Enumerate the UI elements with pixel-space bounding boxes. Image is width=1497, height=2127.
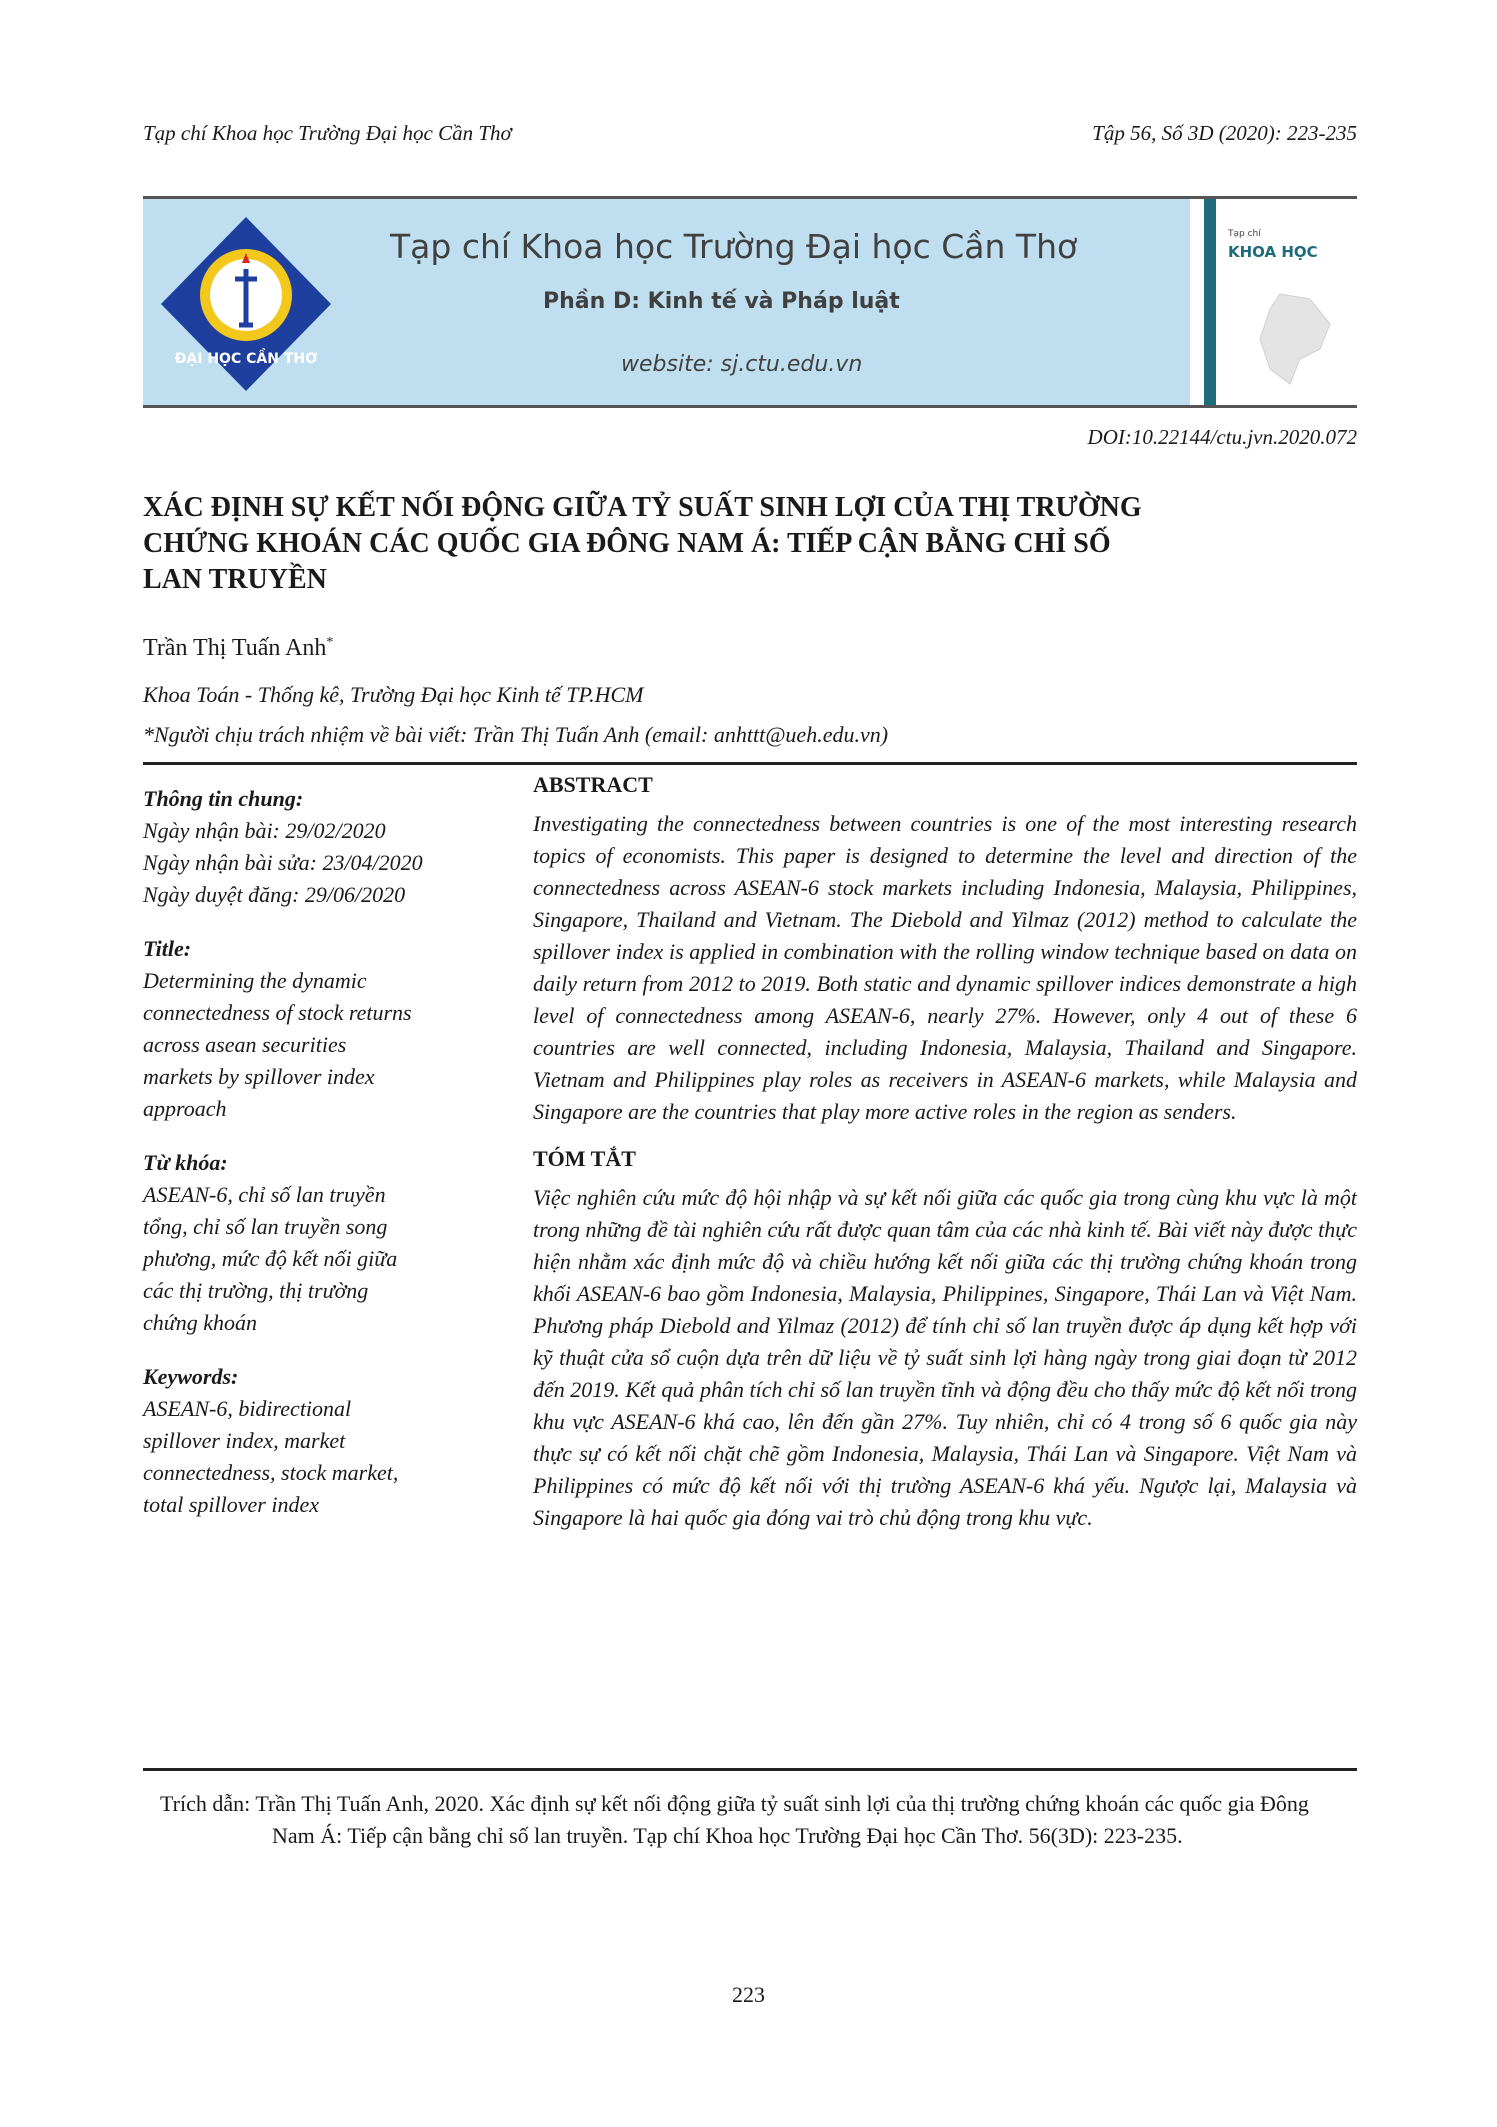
english-title-line: approach — [143, 1096, 227, 1121]
map-icon — [1250, 289, 1340, 389]
cover-spine — [1204, 199, 1216, 405]
tukhoa-line: phương, mức độ kết nối giữa — [143, 1246, 398, 1271]
title-line: LAN TRUYỀN — [143, 564, 327, 595]
keywords-line: connectedness, stock market, — [143, 1460, 399, 1485]
english-title-line: across asean securities — [143, 1032, 347, 1057]
page-number: 223 — [732, 1982, 765, 2007]
keywords-line: ASEAN-6, bidirectional — [143, 1396, 352, 1421]
english-title-line: Determining the dynamic — [143, 968, 367, 993]
tukhoa-label: Từ khóa: — [143, 1150, 228, 1175]
logo-text: ĐẠI HỌC CẦN THƠ — [174, 351, 318, 367]
article-info-sidebar — [143, 783, 503, 1543]
corresponding-author: *Người chịu trách nhiệm về bài viết: Trần Thị Tuấn Anh (email: anhttt@ueh.edu.vn) — [143, 722, 889, 747]
revised-date: Ngày nhận bài sửa: 23/04/2020 — [143, 850, 423, 875]
abstract-column — [533, 772, 1357, 1534]
citation — [160, 1788, 1357, 1852]
citation-text: Trần Thị Tuấn Anh, 2020. Xác định sự kết nối động giữa tỷ suất sinh lợi của thị trường chứng khoán các quốc gia Đông Nam Á: Tiếp cận bằng chỉ số lan truyền. Tạp chí Khoa học Trường Đại học Cần Thơ. 56(3D): 223-235. — [255, 1791, 1309, 1848]
abstract-heading: ABSTRACT — [533, 772, 653, 797]
citation-label: Trích dẫn: — [160, 1791, 251, 1816]
affiliation: Khoa Toán - Thống kê, Trường Đại học Kinh tế TP.HCM — [143, 682, 644, 707]
cover-small-label: Tạp chí — [1228, 229, 1261, 239]
tukhoa-line: chứng khoán — [143, 1310, 258, 1335]
keywords-line: total spillover index — [143, 1492, 319, 1517]
abstract-text: Investigating the connectedness between countries is one of the most interesting research topics of economists. This paper is designed to determine the level and direction of the connectedness across ASEAN-6 stock markets including Indonesia, Malaysia, Philippines, Singapore, Thailand and Vietnam. The Diebold and Yilmaz (2012) method to calculate the spillover index is applied in combination with the rolling window technique based on data on daily return from 2012 to 2019. Both static and dynamic spillover indices demonstrate a high level of connectedness among ASEAN-6, nearly 27%. However, only 4 out of these 6 countries are well connected, including Indonesia, Malaysia, Thailand and Singapore. Vietnam and Philippines play roles as receivers in ASEAN-6 markets, while Malaysia and Singapore are the countries that play more active roles in the region as senders. — [533, 811, 1357, 1124]
title-line: XÁC ĐỊNH SỰ KẾT NỐI ĐỘNG GIỮA TỶ SUẤT SINH LỢI CỦA THỊ TRƯỜNG — [143, 492, 1142, 523]
keywords-label: Keywords: — [143, 1364, 239, 1389]
general-info-label: Thông tin chung: — [143, 786, 304, 811]
banner-section: Phần D: Kinh tế và Pháp luật — [543, 289, 900, 314]
tomtat-text: Việc nghiên cứu mức độ hội nhập và sự kết nối giữa các quốc gia trong cùng khu vực là một trong những đề tài nghiên cứu rất được quan tâm của các nhà kinh tế. Bài viết này được thực hiện nhằm xác định mức độ và chiều hướng kết nối giữa các thị trường chứng khoán trong khối ASEAN-6 bao gồm Indonesia, Malaysia, Philippines, Singapore, Thái Lan và Việt Nam. Phương pháp Diebold and Yilmaz (2012) để tính chỉ số lan truyền được áp dụng kết hợp với kỹ thuật cửa sổ cuộn dựa trên dữ liệu về tỷ suất sinh lợi hàng ngày trong giai đoạn từ 2012 đến 2019. Kết quả phân tích chỉ số lan truyền tĩnh và động đều cho thấy mức độ kết nối trong khu vực ASEAN-6 khá cao, lên đến gần 27%. Tuy nhiên, chỉ có 4 trong số 6 quốc gia này thực sự có kết nối chặt chẽ gồm Indonesia, Malaysia, Thái Lan và Singapore. Việt Nam và Philippines có mức độ kết nối với thị trường ASEAN-6 khá yếu. Ngược lại, Malaysia và Singapore là hai quốc gia đóng vai trò chủ động trong khu vực. — [533, 1185, 1357, 1530]
author-mark: * — [326, 635, 334, 650]
bottom-rule — [143, 1768, 1357, 1771]
english-title-line: connectedness of stock returns — [143, 1000, 412, 1025]
cover-journal-name: KHOA HỌC — [1228, 243, 1318, 261]
banner-title: Tạp chí Khoa học Trường Đại học Cần Thơ — [390, 227, 1078, 266]
received-date: Ngày nhận bài: 29/02/2020 — [143, 818, 386, 843]
paper-title — [143, 490, 1357, 598]
tomtat-heading: TÓM TẮT — [533, 1146, 636, 1171]
banner-website: website: sj.ctu.edu.vn — [621, 352, 863, 377]
journal-banner — [143, 196, 1357, 408]
tukhoa-line: ASEAN-6, chỉ số lan truyền — [143, 1182, 386, 1207]
top-rule — [143, 762, 1357, 765]
tukhoa-line: tổng, chỉ số lan truyền song — [143, 1214, 388, 1239]
volume-info: Tập 56, Số 3D (2020): 223-235 — [1092, 121, 1357, 145]
keywords-line: spillover index, market — [143, 1428, 346, 1453]
author — [143, 635, 333, 662]
journal-name: Tạp chí Khoa học Trường Đại học Cần Thơ — [143, 121, 512, 145]
university-logo — [155, 213, 337, 395]
doi: DOI:10.22144/ctu.jvn.2020.072 — [1087, 425, 1357, 449]
english-title-label: Title: — [143, 936, 192, 961]
accepted-date: Ngày duyệt đăng: 29/06/2020 — [143, 882, 406, 907]
tukhoa-line: các thị trường, thị trường — [143, 1278, 369, 1303]
author-name: Trần Thị Tuấn Anh — [143, 635, 327, 661]
title-line: CHỨNG KHOÁN CÁC QUỐC GIA ĐÔNG NAM Á: TIẾP CẬN BẰNG CHỈ SỐ — [143, 528, 1111, 559]
journal-cover-thumbnail — [1190, 199, 1357, 405]
english-title-line: markets by spillover index — [143, 1064, 375, 1089]
